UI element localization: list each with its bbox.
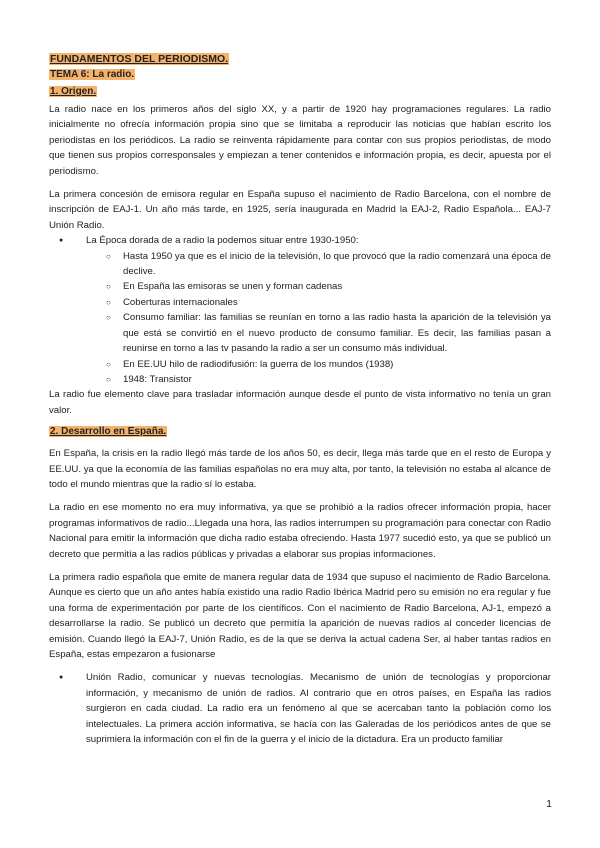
- list-item: ○ Coberturas internacionales: [123, 295, 551, 310]
- section1-heading: 1. Origen.: [50, 86, 97, 97]
- list-item: ● Unión Radio, comunicar y nuevas tecnologías. Mecanismo de unión de tecnologías y proporcionar información, y mecanismo de unión de radios. Al contrario que en otros países, en España las radios surgieron en cada ciudad. La radio era un fenómeno al que se acercaban tanto la población como los intelectuales. La primera acción informativa, se hacía con las Galeradas de los periódicos antes de que se suprimiera la información con el fin de la guerra y el inicio de la dictadura. Era un producto familiar: [86, 670, 551, 747]
- section2-paragraph-2: La radio en ese momento no era muy informativa, ya que se prohibió a la radios ofrecer información propia, hacer programas informativos de radio...Llegada una hora, las radios interrumpen su programación para conectar con Radio Nacional para emitir la información que dicha radio estaba ofreciendo. Hasta 1977 sucedió esto, ya que se publicó un decreto que permitía a las radios públicas y privadas a elaborar sus propias informaciones.: [49, 502, 551, 560]
- section1-paragraph-2: La primera concesión de emisora regular en España supuso el nacimiento de Radio Barcelona, con el nombre de inscripción de EAJ-1. Un año más tarde, en 1925, sería inaugurada en Madrid la EAJ-2, Radio Española... EAJ-7 Unión Radio.: [49, 189, 551, 231]
- bullet-text: La Época dorada de a radio la podemos situar entre 1930-1950:: [86, 235, 359, 247]
- page-number: 1: [546, 798, 552, 810]
- section2-paragraph-1: En España, la crisis en la radio llegó más tarde de los años 50, es decir, llega más tarde que en el resto de Europa y EE.UU. ya que la economía de las familias españolas no era muy alta, por tanto, la televisión no estaba al alcance de todo el mundo mientras que la radio sí lo estaba.: [49, 448, 551, 490]
- section2-paragraph-3: La primera radio española que emite de manera regular data de 1934 que supuso el nacimiento de Radio Barcelona. Aunque es cierto que un año antes había existido una radio Radio Ibérica Madrid pero su emisión no era regular y fue una forma de experimentación por parte de los científicos. Con el nacimiento de Radio Barcelona, AJ-1, empezó a desarrollarse la radio. Se publicó un decreto que permitía la aparición de nuevas radios al conceder licencias de emisión. Cuando llegó la EAJ-7, Unión Radio, es de la que se deriva la actual cadena Ser, al haber tantas radios en España, estas empezaron a fusionarse: [49, 571, 551, 660]
- document-title: FUNDAMENTOS DEL PERIODISMO.: [50, 53, 229, 65]
- section1-sublist: [86, 249, 551, 388]
- list-item: ○ Consumo familiar: las familias se reunían en torno a las radio hasta la aparición de la televisión ya que está se convirtió en el nuevo producto de consumo familiar. Es decir, las familias pasan a reunirse en torno a las tv pasando la radio a ser un consumo más individual.: [123, 310, 551, 356]
- section2-bullet-list: [49, 670, 551, 747]
- section2-heading: 2. Desarrollo en España.: [50, 426, 167, 438]
- list-item: ○ En EE.UU hilo de radiodifusión: la guerra de los mundos (1938): [123, 357, 551, 372]
- list-item: [86, 233, 551, 387]
- title-line: [49, 52, 551, 67]
- section1-bullet-list: [49, 233, 551, 387]
- section1-paragraph-1: La radio nace en los primeros años del siglo XX, y a partir de 1920 hay programaciones regulares. La radio inicialmente no ofrecía información propia sino que se limitaba a reproducir las noticias que habían escrito los periodistas en los periódicos. La radio se reinventa rápidamente para contar con sus propios periodistas, de modo que tienen sus propios corresponsales y empiezan a tener contenidos e información propia, es decir, apuesta por el periodismo.: [49, 104, 551, 177]
- section1-heading-line: [49, 84, 551, 99]
- topic-line: [49, 67, 551, 82]
- list-item: ○ En España las emisoras se unen y forman cadenas: [123, 279, 551, 294]
- section2-heading-line: [49, 424, 551, 439]
- section1-paragraph-3: La radio fue elemento clave para trasladar información aunque desde el punto de vista informativo no tenía un gran valor.: [49, 389, 551, 416]
- list-item: ○ 1948: Transistor: [123, 372, 551, 387]
- list-item: ○ Hasta 1950 ya que es el inicio de la televisión, lo que provocó que la radio comenzará una época de declive.: [123, 249, 551, 280]
- topic-heading: TEMA 6: La radio.: [50, 69, 135, 80]
